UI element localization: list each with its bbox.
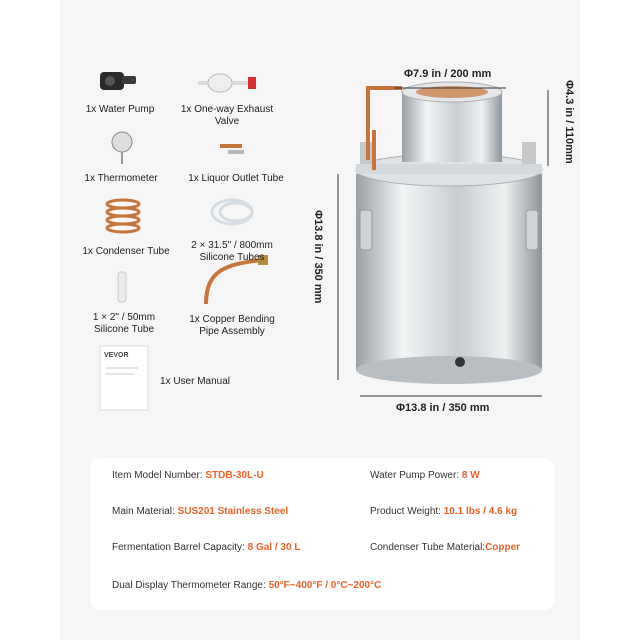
- spec-label: Fermentation Barrel Capacity:: [112, 542, 248, 553]
- item-label: 1x Copper Bending: [189, 314, 275, 325]
- item-label: 1x Condenser Tube: [82, 246, 170, 257]
- item-label: 1 × 2" / 50mm: [92, 312, 156, 323]
- spec-label: Main Material:: [112, 506, 178, 517]
- item-label: 1x User Manual: [160, 376, 231, 387]
- item-label: 1x One-way Exhaust Valve: [180, 104, 274, 127]
- spec-label: Item Model Number:: [112, 470, 206, 481]
- item-label: 2 × 31.5" / 800mm: [191, 240, 273, 251]
- spec-value: 10.1 lbs / 4.6 kg: [443, 506, 518, 517]
- spec-value: SUS201 Stainless Steel: [177, 506, 289, 517]
- dim-body-height: Φ13.8 in / 350 mm: [312, 210, 324, 304]
- item-label-line2: Silicone Tubes: [199, 252, 265, 263]
- spec-value: Copper: [485, 542, 521, 553]
- spec-label: Water Pump Power:: [370, 470, 462, 481]
- spec-capacity: [112, 542, 300, 553]
- item-label: 1x Liquor Outlet Tube: [188, 173, 284, 184]
- manual-brand-logo: VEVOR: [104, 352, 129, 359]
- item-label: 1x Thermometer: [84, 173, 158, 184]
- spec-label: Dual Display Thermometer Range:: [112, 580, 269, 591]
- spec-material: [112, 506, 288, 517]
- spec-condenser: [370, 542, 520, 553]
- spec-value: STDB-30L-U: [205, 470, 264, 481]
- item-label: 1x Water Pump: [85, 104, 155, 115]
- spec-card: [90, 458, 554, 610]
- item-label-line2: Silicone Tube: [93, 324, 155, 335]
- spec-pump-power: [370, 470, 480, 481]
- spec-value: 50°F~400°F / 0°C~200°C: [268, 580, 382, 591]
- spec-thermometer-range: [112, 580, 381, 591]
- spec-label: Product Weight:: [370, 506, 444, 517]
- spec-value: 8 Gal / 30 L: [247, 542, 301, 553]
- spec-model: [112, 470, 264, 481]
- spec-weight: [370, 506, 517, 517]
- dim-top-height: Φ4.3 in / 110mm: [563, 80, 575, 164]
- dim-top-width: Φ7.9 in / 200 mm: [404, 68, 492, 80]
- dim-body-width: Φ13.8 in / 350 mm: [396, 402, 490, 414]
- item-label-line2: Pipe Assembly: [199, 326, 265, 337]
- spec-value: 8 W: [461, 470, 480, 481]
- spec-label: Condenser Tube Material:: [370, 542, 486, 553]
